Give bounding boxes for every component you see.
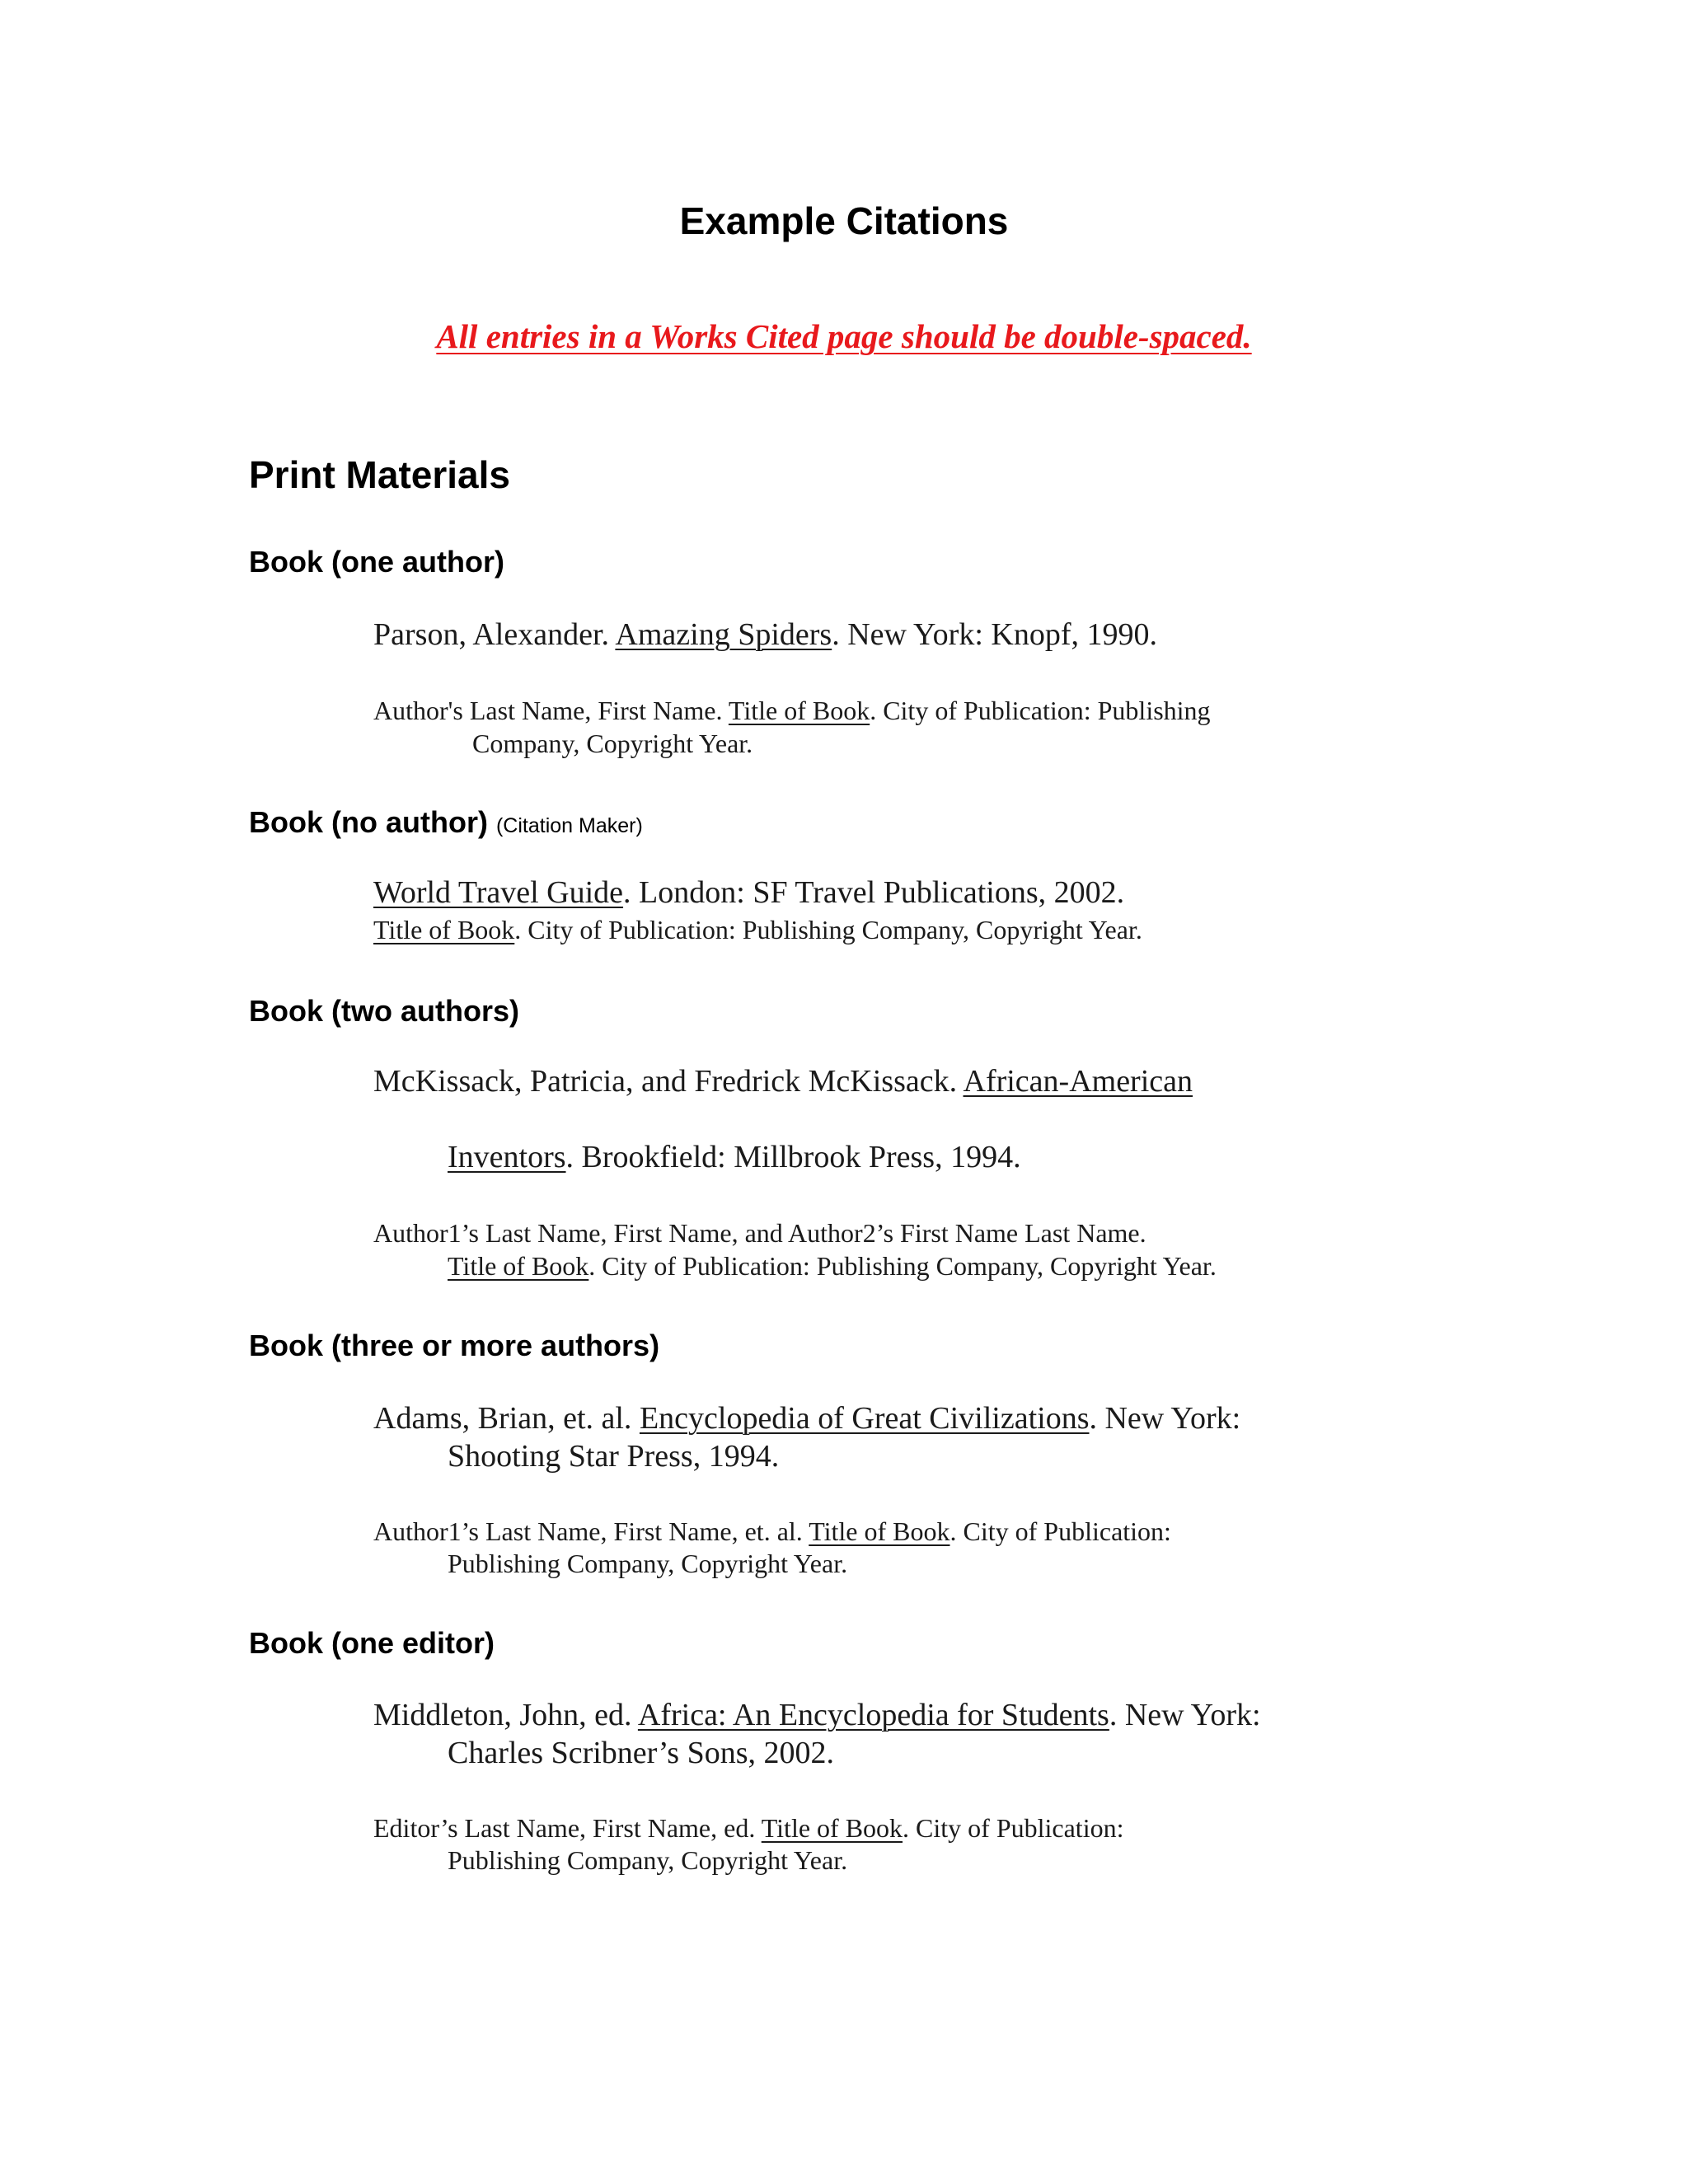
template-publication: . City of Publication: Publishing Company, Copyright Year. xyxy=(514,915,1142,944)
template-publication: . City of Publication: xyxy=(903,1813,1124,1843)
template-citation-one-editor xyxy=(373,1811,1123,1844)
section-heading-print-materials: Print Materials xyxy=(249,453,510,496)
citation-publication: . New York: xyxy=(1089,1401,1241,1436)
example-continuation-one-editor: Charles Scribner’s Sons, 2002. xyxy=(448,1736,834,1770)
template-citation-one-author xyxy=(373,694,1211,727)
template-authors: Author1’s Last Name, First Name, et. al. xyxy=(373,1516,809,1546)
double-spacing-notice xyxy=(0,313,1688,359)
citation-book-title: Encyclopedia of Great Civilizations xyxy=(639,1401,1090,1436)
citation-publication: . London: SF Travel Publications, 2002. xyxy=(623,875,1125,910)
citation-publication: . New York: xyxy=(1109,1698,1261,1732)
template-publication: . City of Publication: Publishing Company, Copyright Year. xyxy=(588,1251,1217,1281)
template-author: Author's Last Name, First Name. xyxy=(373,696,729,725)
citation-book-title: World Travel Guide xyxy=(373,875,624,910)
example-citation-two-authors-cont xyxy=(448,1137,1021,1177)
notice-text: All entries in a Works Cited page should be double-spaced. xyxy=(436,317,1252,355)
template-publication: . City of Publication: Publishing xyxy=(870,696,1211,725)
example-citation-no-author xyxy=(373,873,1124,912)
example-citation-three-authors xyxy=(373,1399,1240,1438)
template-publication: . City of Publication: xyxy=(950,1516,1171,1546)
subheading-book-three-authors: Book (three or more authors) xyxy=(249,1329,660,1362)
template-book-title: Title of Book xyxy=(373,915,515,944)
template-continuation-two-authors xyxy=(448,1249,1217,1282)
example-citation-one-author xyxy=(373,615,1157,654)
citation-publication: . Brookfield: Millbrook Press, 1994. xyxy=(565,1140,1021,1174)
template-book-title: Title of Book xyxy=(728,696,870,725)
citation-publication: . New York: Knopf, 1990. xyxy=(832,617,1157,652)
example-citation-two-authors xyxy=(373,1062,1193,1101)
template-editor: Editor’s Last Name, First Name, ed. xyxy=(373,1813,762,1843)
example-continuation-three-authors: Shooting Star Press, 1994. xyxy=(448,1439,780,1474)
subheading-book-one-author: Book (one author) xyxy=(249,545,504,579)
template-continuation-three-authors: Publishing Company, Copyright Year. xyxy=(448,1549,848,1578)
citation-author: Parson, Alexander. xyxy=(373,617,616,652)
citation-book-title: Amazing Spiders xyxy=(615,617,832,652)
template-book-title: Title of Book xyxy=(761,1813,903,1843)
citation-authors: Adams, Brian, et. al. xyxy=(373,1401,640,1436)
template-continuation-one-author: Company, Copyright Year. xyxy=(472,729,753,758)
page-title: Example Citations xyxy=(679,199,1009,242)
citation-editor: Middleton, John, ed. xyxy=(373,1698,638,1732)
subheading-book-no-author xyxy=(249,803,643,846)
citation-book-title-part1: African-American xyxy=(963,1064,1193,1099)
template-citation-no-author xyxy=(373,913,1142,946)
subheading-text: Book (no author) xyxy=(249,805,488,839)
citation-book-title-part2: Inventors xyxy=(448,1140,566,1174)
template-continuation-one-editor: Publishing Company, Copyright Year. xyxy=(448,1845,848,1875)
citation-authors: McKissack, Patricia, and Fredrick McKissack. xyxy=(373,1064,964,1099)
template-citation-three-authors xyxy=(373,1515,1171,1548)
subheading-book-two-authors: Book (two authors) xyxy=(249,994,519,1028)
template-citation-two-authors: Author1’s Last Name, First Name, and Author2’s First Name Last Name. xyxy=(373,1218,1146,1248)
citation-book-title: Africa: An Encyclopedia for Students xyxy=(637,1698,1109,1732)
template-book-title: Title of Book xyxy=(448,1251,589,1281)
template-book-title: Title of Book xyxy=(809,1516,950,1546)
subheading-book-one-editor: Book (one editor) xyxy=(249,1626,495,1660)
citation-maker-note: (Citation Maker) xyxy=(495,814,643,837)
example-citation-one-editor xyxy=(373,1695,1261,1735)
